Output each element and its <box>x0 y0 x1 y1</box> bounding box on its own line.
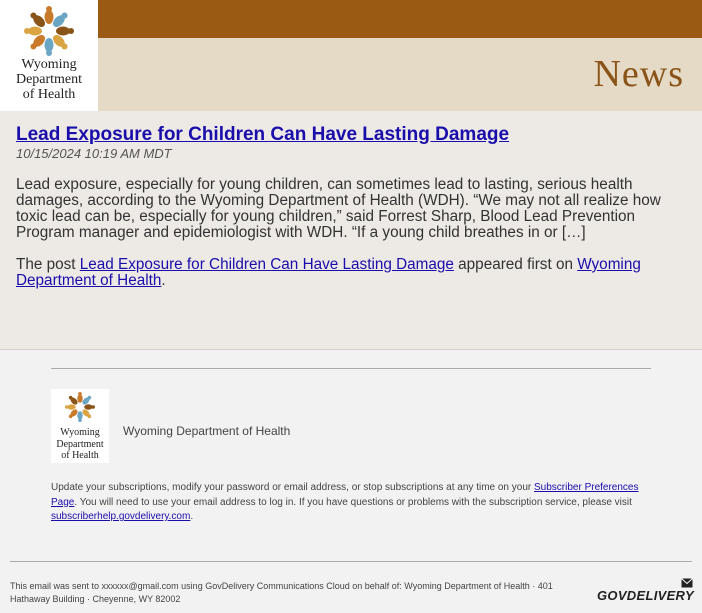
logo-text-line1: Wyoming <box>21 57 77 72</box>
sub-suffix: . <box>190 511 194 522</box>
divider <box>10 561 692 562</box>
email-header <box>0 0 702 111</box>
org-name: Wyoming Department of Health <box>123 424 291 438</box>
logo-text <box>0 57 98 102</box>
post-middle: appeared first on <box>453 256 578 273</box>
logo-text-line3: of Health <box>22 87 76 102</box>
post-site-link[interactable]: Wyoming Department of Health <box>16 256 641 289</box>
post-prefix: The post <box>16 256 80 273</box>
footer-wdh-logo[interactable] <box>51 389 109 463</box>
footer-logo-line1: Wyoming <box>60 427 100 438</box>
govdelivery-wordmark: GOVDELIVERY <box>597 588 694 603</box>
govdelivery-logo[interactable] <box>597 578 697 604</box>
wdh-logo[interactable] <box>0 0 98 111</box>
post-article-link[interactable]: Lead Exposure for Children Can Have Lasting Damage <box>79 256 454 273</box>
footer-note: This email was sent to xxxxxx@gmail.com using GovDelivery Communications Cloud on behalf of: Wyoming Department of Health · 401 Hathaway Building · Cheyenne, WY 82002 <box>10 581 553 604</box>
logo-text-line2: Department <box>15 72 83 87</box>
article-post-attribution <box>16 257 686 289</box>
page-title: News <box>593 53 684 95</box>
post-suffix: . <box>161 272 166 289</box>
footer-logo-text <box>51 427 109 462</box>
subscription-info <box>51 481 651 525</box>
flower-logo-icon <box>24 6 74 56</box>
subscriber-help-link[interactable]: subscriberhelp.govdelivery.com <box>51 511 191 522</box>
sub-prefix: Update your subscriptions, modify your password or email address, or stop subscriptions at any time on your <box>51 482 534 493</box>
subscriber-preferences-link[interactable]: Subscriber Preferences Page <box>51 482 639 508</box>
sub-middle: . You will need to use your email address to log in. If you have questions or problems with the subscription service, please visit <box>74 496 632 508</box>
footer-logo-line2: Department <box>56 438 104 450</box>
article-date: 10/15/2024 10:19 AM MDT <box>16 146 172 161</box>
divider <box>51 368 651 369</box>
footer-logo-line3: of Health <box>61 450 99 461</box>
article-title-link[interactable]: Lead Exposure for Children Can Have Lasting Damage <box>16 124 510 145</box>
email-footer <box>0 351 702 613</box>
flower-logo-icon <box>65 392 95 422</box>
news-article <box>0 111 702 350</box>
envelope-icon <box>681 578 693 588</box>
article-body: Lead exposure, especially for young children, can sometimes lead to lasting, serious health damages, according to the Wyoming Department of Health (WDH). “We may not all realize how toxic lead can be, especially for young children,” said Forrest Sharp, Blood Lead Prevention Program manager and epidemiologist with WDH. “If a young child breathes in or […] <box>16 176 661 241</box>
header-accent-bar <box>98 0 702 38</box>
